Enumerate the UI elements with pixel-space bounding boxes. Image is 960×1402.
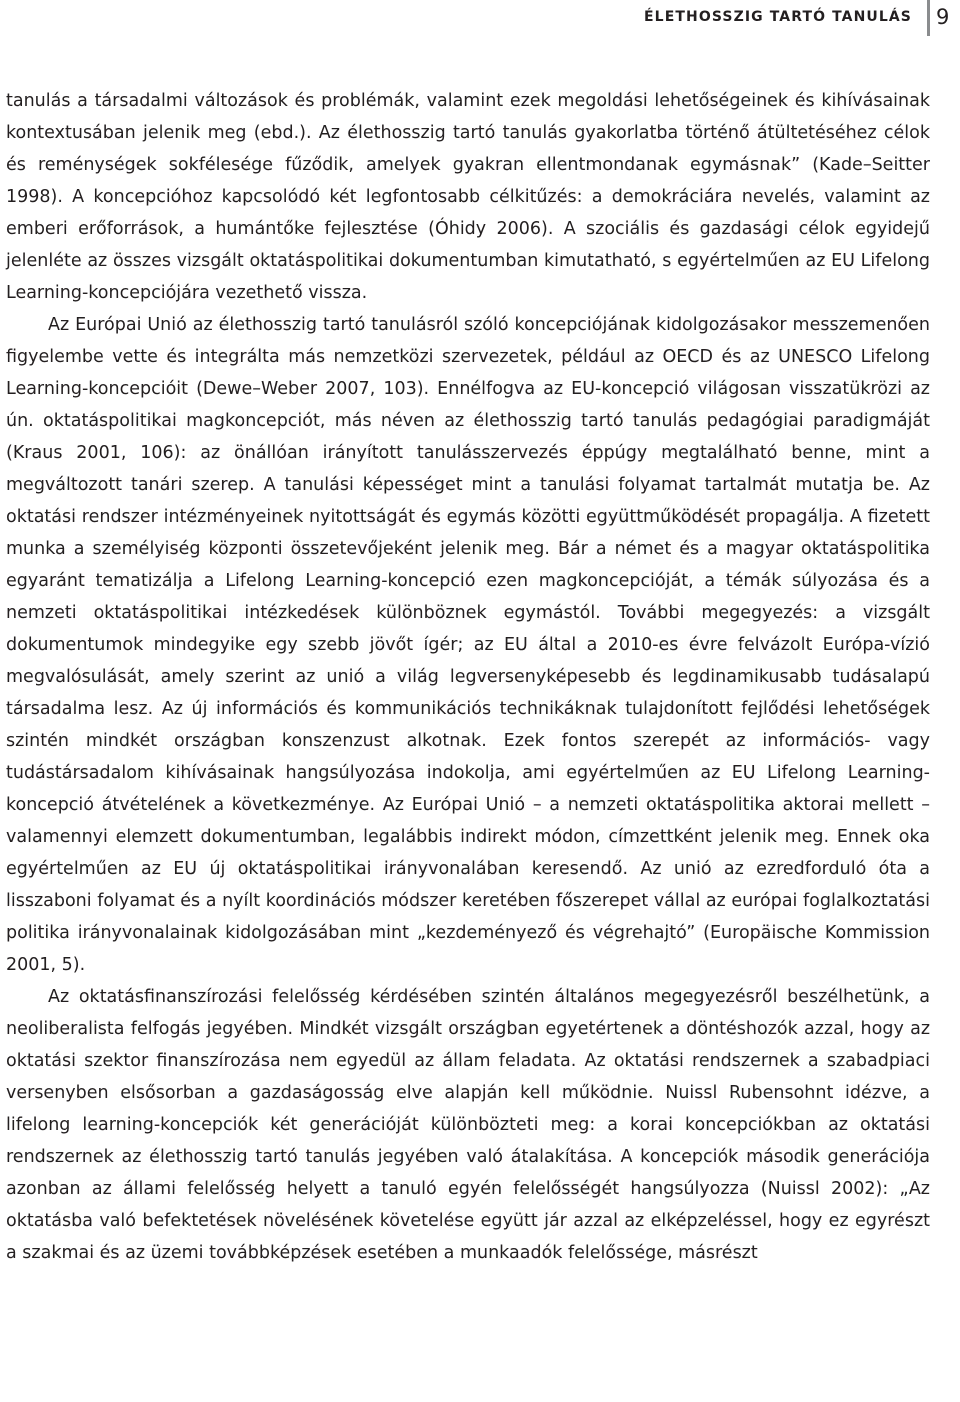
paragraph-1: tanulás a társadalmi változások és problémák, valamint ezek megoldási lehetőségeinek és kihívásainak kontextusában jelenik meg (ebd.). Az élethosszig tartó tanulás gyakorlatba történő átültetéséhez célok és reménységek sokfélesége fűződik, amelyek gyakran ellentmondanak egymásnak” (Kade–Seitter 1998). A koncepcióhoz kapcsolódó két legfontosabb célkitűzés: a demokráciára nevelés, valamint az emberi erőforrások, a humántőke fejlesztése (Óhidy 2006). A szociális és gazdasági célok egyidejű jelenléte az összes vizsgált oktatáspolitikai dokumentumban kimutatható, s egyértelműen az EU Lifelong Learning-koncepciójára vezethető vissza. (6, 91, 930, 303)
running-title: ÉLETHOSSZIG TARTÓ TANULÁS (644, 9, 912, 25)
paragraph-2: Az Európai Unió az élethosszig tartó tanulásról szóló koncepciójának kidolgozásakor messzemenően figyelembe vette és integrálta más nemzetközi szervezetek, például az OECD és az UNESCO Lifelong Learning-koncepcióit (Dewe–Weber 2007, 103). Ennélfogva az EU-koncepció világosan visszatükrözi az ún. oktatáspolitikai magkoncepciót, más néven az élethosszig tartó tanulás pedagógiai paradigmáját (Kraus 2001, 106): az önállóan irányított tanulásszervezés éppúgy megtalálható benne, mint a megváltozott tanári szerep. A tanulási képességet mint a tanulási folyamat tartalmát mutatja be. Az oktatási rendszer intézményeinek nyitottságát és egymás közötti együttműködését propagálja. A fizetett munka a személyiség központi összetevőjeként jelenik meg. Bár a német és a magyar oktatáspolitika egyaránt tematizálja a Lifelong Learning-koncepció ezen magkoncepcióját, a témák súlyozása és a nemzeti oktatáspolitikai intézkedések különböznek egymástól. További megegyezés: a vizsgált dokumentumok mindegyike egy szebb jövőt ígér; az EU által a 2010-es évre felvázolt Európa-vízió megvalósulását, amely szerint az unió a világ legversenyképesebb és legdinamikusabb tudásalapú társadalma lesz. Az új információs és kommunikációs technikáknak tulajdonított fejlődési lehetőségek szintén mindkét országban konszenzust alkotnak. Ezek fontos szerepét az információs- vagy tudástársadalom kihívásainak hangsúlyozása indokolja, ami egyértelműen az EU Lifelong Learning-koncepció átvételének a következménye. Az Európai Unió – a nemzeti oktatáspolitika aktorai mellett – valamennyi elemzett dokumentumban, legalábbis indirekt módon, címzettként jelenik meg. Ennek oka egyértelműen az EU új oktatáspolitikai irányvonalában keresendő. Az unió az ezredforduló óta a lisszaboni folyamat és a nyílt koordinációs módszer keretében főszerepet vállal az európai foglalkoztatási politika irányvonalainak kidolgozásában mint „kezdeményező és végrehajtó” (Europäische Kommission 2001, 5). (6, 315, 930, 975)
page-header (0, 0, 960, 40)
body-text (6, 85, 930, 1269)
header-rule (927, 0, 930, 36)
page-number: 9 (936, 5, 950, 29)
paragraph-3: Az oktatásfinanszírozási felelősség kérdésében szintén általános megegyezésről beszélhetünk, a neoliberalista felfogás jegyében. Mindkét vizsgált országban egyetértenek a döntéshozók azzal, hogy az oktatási szektor finanszírozása nem egyedül az állam feladata. Az oktatási rendszernek a szabadpiaci versenyben elsősorban a gazdaságosság elve alapján kell működnie. Nuissl Rubensohnt idézve, a lifelong learning-koncepciók két generációját különbözteti meg: a korai koncepciókban az oktatási rendszernek az élethosszig tartó tanulás jegyében való átalakítása. A koncepciók második generációja azonban az állami felelősség helyett a tanuló egyén felelősségét hangsúlyozza (Nuissl 2002): „Az oktatásba való befektetések növelésének követelése együtt jár azzal az elképzeléssel, hogy ez egyrészt a szakmai és az üzemi továbbképzések esetében a munkaadók felelőssége, másrészt (6, 987, 930, 1263)
